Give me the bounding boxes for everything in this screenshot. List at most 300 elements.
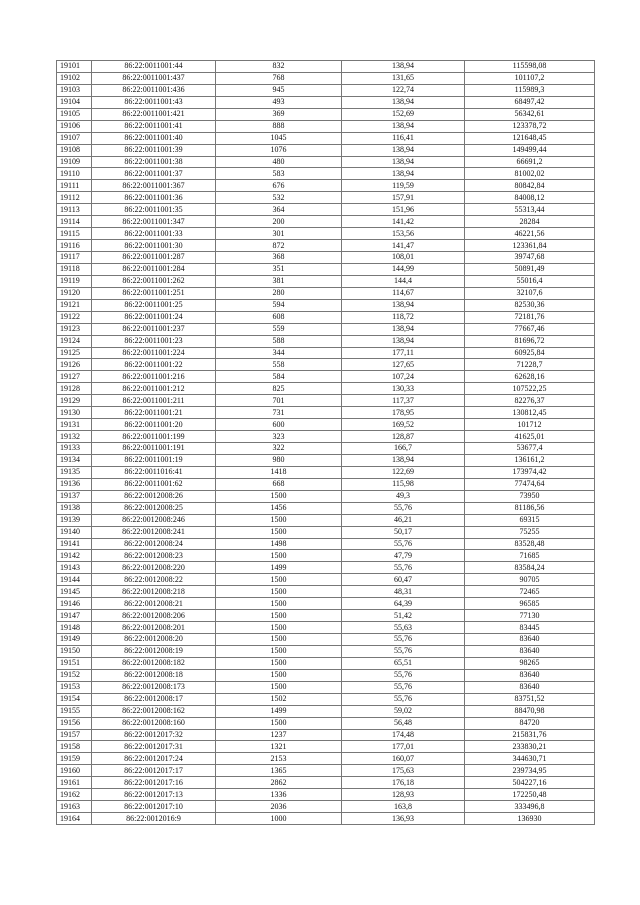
- cadastral-value-cell: 82276,37: [465, 395, 595, 407]
- cadastral-value-cell: 77474,64: [465, 478, 595, 490]
- specific-value-cell: 55,76: [342, 634, 465, 646]
- specific-value-cell: 46,21: [342, 514, 465, 526]
- area-cell: 945: [216, 84, 342, 96]
- area-cell: 1499: [216, 562, 342, 574]
- cadastral-value-cell: 136161,2: [465, 454, 595, 466]
- area-cell: 323: [216, 431, 342, 443]
- cadastral-number-cell: 86:22:0012017:31: [92, 741, 216, 753]
- cadastral-value-table: [56, 60, 595, 825]
- area-cell: 1365: [216, 765, 342, 777]
- area-cell: 594: [216, 299, 342, 311]
- cadastral-number-cell: 86:22:0011001:262: [92, 275, 216, 287]
- cadastral-value-cell: 83751,52: [465, 693, 595, 705]
- area-cell: 832: [216, 61, 342, 73]
- specific-value-cell: 144,4: [342, 275, 465, 287]
- specific-value-cell: 48,31: [342, 586, 465, 598]
- area-cell: 1500: [216, 645, 342, 657]
- cadastral-value-cell: 72465: [465, 586, 595, 598]
- cadastral-value-cell: 77667,46: [465, 323, 595, 335]
- cadastral-number-cell: 86:22:0012017:32: [92, 729, 216, 741]
- table-row: [57, 275, 595, 287]
- cadastral-number-cell: 86:22:0012008:173: [92, 681, 216, 693]
- cadastral-value-cell: 71228,7: [465, 359, 595, 371]
- cadastral-value-cell: 121648,45: [465, 132, 595, 144]
- specific-value-cell: 60,47: [342, 574, 465, 586]
- row-number-cell: 19163: [57, 801, 92, 813]
- table-row: [57, 574, 595, 586]
- area-cell: 301: [216, 228, 342, 240]
- row-number-cell: 19124: [57, 335, 92, 347]
- table-row: [57, 407, 595, 419]
- cadastral-value-cell: 239734,95: [465, 765, 595, 777]
- table-row: [57, 371, 595, 383]
- table-row: [57, 622, 595, 634]
- specific-value-cell: 141,47: [342, 240, 465, 252]
- specific-value-cell: 55,76: [342, 562, 465, 574]
- table-row: [57, 801, 595, 813]
- cadastral-number-cell: 86:22:0011001:437: [92, 72, 216, 84]
- area-cell: 364: [216, 204, 342, 216]
- row-number-cell: 19121: [57, 299, 92, 311]
- table-row: [57, 96, 595, 108]
- row-number-cell: 19134: [57, 454, 92, 466]
- cadastral-number-cell: 86:22:0011001:23: [92, 335, 216, 347]
- cadastral-value-cell: 60925,84: [465, 347, 595, 359]
- cadastral-value-cell: 115598,08: [465, 61, 595, 73]
- specific-value-cell: 55,76: [342, 502, 465, 514]
- cadastral-number-cell: 86:22:0011001:38: [92, 156, 216, 168]
- row-number-cell: 19150: [57, 645, 92, 657]
- cadastral-value-cell: 68497,42: [465, 96, 595, 108]
- area-cell: 888: [216, 120, 342, 132]
- specific-value-cell: 141,42: [342, 216, 465, 228]
- row-number-cell: 19110: [57, 168, 92, 180]
- area-cell: 2036: [216, 801, 342, 813]
- cadastral-value-cell: 96585: [465, 598, 595, 610]
- table-row: [57, 72, 595, 84]
- table-row: [57, 287, 595, 299]
- specific-value-cell: 56,48: [342, 717, 465, 729]
- area-cell: 1500: [216, 657, 342, 669]
- table-row: [57, 586, 595, 598]
- row-number-cell: 19103: [57, 84, 92, 96]
- table-row: [57, 813, 595, 825]
- row-number-cell: 19132: [57, 431, 92, 443]
- cadastral-number-cell: 86:22:0011001:224: [92, 347, 216, 359]
- area-cell: 558: [216, 359, 342, 371]
- row-number-cell: 19108: [57, 144, 92, 156]
- area-cell: 825: [216, 383, 342, 395]
- cadastral-number-cell: 86:22:0011001:40: [92, 132, 216, 144]
- cadastral-value-cell: 83528,48: [465, 538, 595, 550]
- area-cell: 344: [216, 347, 342, 359]
- area-cell: 1502: [216, 693, 342, 705]
- specific-value-cell: 55,76: [342, 645, 465, 657]
- row-number-cell: 19147: [57, 610, 92, 622]
- cadastral-number-cell: 86:22:0012008:246: [92, 514, 216, 526]
- table-row: [57, 323, 595, 335]
- area-cell: 381: [216, 275, 342, 287]
- cadastral-number-cell: 86:22:0012008:24: [92, 538, 216, 550]
- row-number-cell: 19101: [57, 61, 92, 73]
- row-number-cell: 19129: [57, 395, 92, 407]
- table-row: [57, 634, 595, 646]
- specific-value-cell: 175,63: [342, 765, 465, 777]
- row-number-cell: 19106: [57, 120, 92, 132]
- cadastral-number-cell: 86:22:0011001:347: [92, 216, 216, 228]
- cadastral-value-cell: 39747,68: [465, 252, 595, 264]
- row-number-cell: 19151: [57, 657, 92, 669]
- specific-value-cell: 176,18: [342, 777, 465, 789]
- cadastral-number-cell: 86:22:0012017:24: [92, 753, 216, 765]
- row-number-cell: 19131: [57, 419, 92, 431]
- area-cell: 1500: [216, 526, 342, 538]
- area-cell: 280: [216, 287, 342, 299]
- table-row: [57, 395, 595, 407]
- row-number-cell: 19114: [57, 216, 92, 228]
- cadastral-value-cell: 115989,3: [465, 84, 595, 96]
- row-number-cell: 19125: [57, 347, 92, 359]
- specific-value-cell: 114,67: [342, 287, 465, 299]
- specific-value-cell: 138,94: [342, 156, 465, 168]
- specific-value-cell: 138,94: [342, 168, 465, 180]
- table-row: [57, 550, 595, 562]
- cadastral-number-cell: 86:22:0011001:237: [92, 323, 216, 335]
- cadastral-number-cell: 86:22:0012008:220: [92, 562, 216, 574]
- row-number-cell: 19137: [57, 490, 92, 502]
- row-number-cell: 19148: [57, 622, 92, 634]
- cadastral-number-cell: 86:22:0011001:191: [92, 443, 216, 455]
- table-row: [57, 669, 595, 681]
- specific-value-cell: 51,42: [342, 610, 465, 622]
- cadastral-value-cell: 46221,56: [465, 228, 595, 240]
- cadastral-value-cell: 71685: [465, 550, 595, 562]
- specific-value-cell: 64,39: [342, 598, 465, 610]
- row-number-cell: 19141: [57, 538, 92, 550]
- cadastral-number-cell: 86:22:0012017:16: [92, 777, 216, 789]
- specific-value-cell: 138,94: [342, 323, 465, 335]
- cadastral-value-cell: 136930: [465, 813, 595, 825]
- row-number-cell: 19113: [57, 204, 92, 216]
- cadastral-value-cell: 88470,98: [465, 705, 595, 717]
- cadastral-value-cell: 101107,2: [465, 72, 595, 84]
- row-number-cell: 19155: [57, 705, 92, 717]
- row-number-cell: 19158: [57, 741, 92, 753]
- cadastral-value-cell: 130812,45: [465, 407, 595, 419]
- cadastral-number-cell: 86:22:0012017:10: [92, 801, 216, 813]
- specific-value-cell: 138,94: [342, 61, 465, 73]
- area-cell: 1500: [216, 550, 342, 562]
- area-cell: 583: [216, 168, 342, 180]
- area-cell: 584: [216, 371, 342, 383]
- cadastral-number-cell: 86:22:0012017:13: [92, 789, 216, 801]
- specific-value-cell: 174,48: [342, 729, 465, 741]
- cadastral-number-cell: 86:22:0011001:216: [92, 371, 216, 383]
- cadastral-number-cell: 86:22:0011001:30: [92, 240, 216, 252]
- specific-value-cell: 55,76: [342, 669, 465, 681]
- cadastral-value-cell: 215831,76: [465, 729, 595, 741]
- cadastral-number-cell: 86:22:0011001:21: [92, 407, 216, 419]
- area-cell: 1076: [216, 144, 342, 156]
- row-number-cell: 19162: [57, 789, 92, 801]
- table-body: [57, 61, 595, 825]
- table-row: [57, 132, 595, 144]
- specific-value-cell: 131,65: [342, 72, 465, 84]
- table-row: [57, 753, 595, 765]
- cadastral-number-cell: 86:22:0012008:218: [92, 586, 216, 598]
- cadastral-number-cell: 86:22:0011001:44: [92, 61, 216, 73]
- cadastral-value-cell: 81696,72: [465, 335, 595, 347]
- specific-value-cell: 177,11: [342, 347, 465, 359]
- cadastral-number-cell: 86:22:0011001:367: [92, 180, 216, 192]
- cadastral-value-cell: 123361,84: [465, 240, 595, 252]
- cadastral-value-cell: 81186,56: [465, 502, 595, 514]
- row-number-cell: 19112: [57, 192, 92, 204]
- row-number-cell: 19102: [57, 72, 92, 84]
- cadastral-number-cell: 86:22:0012008:201: [92, 622, 216, 634]
- cadastral-value-cell: 173974,42: [465, 466, 595, 478]
- table-row: [57, 204, 595, 216]
- table-row: [57, 335, 595, 347]
- row-number-cell: 19135: [57, 466, 92, 478]
- cadastral-value-cell: 83584,24: [465, 562, 595, 574]
- cadastral-number-cell: 86:22:0012017:17: [92, 765, 216, 777]
- area-cell: 532: [216, 192, 342, 204]
- row-number-cell: 19138: [57, 502, 92, 514]
- table-row: [57, 777, 595, 789]
- row-number-cell: 19127: [57, 371, 92, 383]
- cadastral-number-cell: 86:22:0011001:22: [92, 359, 216, 371]
- area-cell: 1500: [216, 717, 342, 729]
- table-row: [57, 717, 595, 729]
- specific-value-cell: 117,37: [342, 395, 465, 407]
- cadastral-number-cell: 86:22:0011001:436: [92, 84, 216, 96]
- specific-value-cell: 169,52: [342, 419, 465, 431]
- table-row: [57, 240, 595, 252]
- area-cell: 2153: [216, 753, 342, 765]
- cadastral-value-cell: 28284: [465, 216, 595, 228]
- cadastral-number-cell: 86:22:0011001:39: [92, 144, 216, 156]
- cadastral-number-cell: 86:22:0011001:41: [92, 120, 216, 132]
- cadastral-number-cell: 86:22:0011001:19: [92, 454, 216, 466]
- cadastral-number-cell: 86:22:0012008:18: [92, 669, 216, 681]
- table-row: [57, 466, 595, 478]
- table-row: [57, 108, 595, 120]
- row-number-cell: 19104: [57, 96, 92, 108]
- cadastral-number-cell: 86:22:0012008:19: [92, 645, 216, 657]
- area-cell: 559: [216, 323, 342, 335]
- specific-value-cell: 115,98: [342, 478, 465, 490]
- cadastral-number-cell: 86:22:0012008:182: [92, 657, 216, 669]
- table-row: [57, 454, 595, 466]
- specific-value-cell: 55,76: [342, 681, 465, 693]
- cadastral-number-cell: 86:22:0012008:26: [92, 490, 216, 502]
- table-row: [57, 657, 595, 669]
- area-cell: 1500: [216, 598, 342, 610]
- row-number-cell: 19145: [57, 586, 92, 598]
- cadastral-number-cell: 86:22:0011001:212: [92, 383, 216, 395]
- cadastral-number-cell: 86:22:0011001:33: [92, 228, 216, 240]
- specific-value-cell: 128,93: [342, 789, 465, 801]
- row-number-cell: 19118: [57, 263, 92, 275]
- row-number-cell: 19157: [57, 729, 92, 741]
- row-number-cell: 19128: [57, 383, 92, 395]
- table-row: [57, 729, 595, 741]
- row-number-cell: 19149: [57, 634, 92, 646]
- cadastral-value-cell: 73950: [465, 490, 595, 502]
- specific-value-cell: 49,3: [342, 490, 465, 502]
- specific-value-cell: 153,56: [342, 228, 465, 240]
- specific-value-cell: 55,76: [342, 693, 465, 705]
- area-cell: 368: [216, 252, 342, 264]
- row-number-cell: 19139: [57, 514, 92, 526]
- row-number-cell: 19107: [57, 132, 92, 144]
- cadastral-number-cell: 86:22:0012008:25: [92, 502, 216, 514]
- area-cell: 588: [216, 335, 342, 347]
- specific-value-cell: 152,69: [342, 108, 465, 120]
- area-cell: 1500: [216, 622, 342, 634]
- row-number-cell: 19123: [57, 323, 92, 335]
- table-row: [57, 765, 595, 777]
- area-cell: 731: [216, 407, 342, 419]
- table-row: [57, 252, 595, 264]
- specific-value-cell: 47,79: [342, 550, 465, 562]
- cadastral-value-cell: 84008,12: [465, 192, 595, 204]
- row-number-cell: 19152: [57, 669, 92, 681]
- cadastral-number-cell: 86:22:0012008:22: [92, 574, 216, 586]
- table-row: [57, 431, 595, 443]
- table-row: [57, 610, 595, 622]
- area-cell: 1336: [216, 789, 342, 801]
- area-cell: 1500: [216, 514, 342, 526]
- specific-value-cell: 128,87: [342, 431, 465, 443]
- cadastral-number-cell: 86:22:0011001:211: [92, 395, 216, 407]
- table-row: [57, 443, 595, 455]
- table-row: [57, 741, 595, 753]
- cadastral-value-cell: 83445: [465, 622, 595, 634]
- table-row: [57, 359, 595, 371]
- table-row: [57, 120, 595, 132]
- cadastral-number-cell: 86:22:0011001:62: [92, 478, 216, 490]
- specific-value-cell: 108,01: [342, 252, 465, 264]
- cadastral-value-cell: 84720: [465, 717, 595, 729]
- cadastral-value-cell: 55016,4: [465, 275, 595, 287]
- area-cell: 322: [216, 443, 342, 455]
- cadastral-number-cell: 86:22:0012008:206: [92, 610, 216, 622]
- table-row: [57, 216, 595, 228]
- cadastral-value-cell: 149499,44: [465, 144, 595, 156]
- cadastral-value-cell: 233830,21: [465, 741, 595, 753]
- row-number-cell: 19153: [57, 681, 92, 693]
- cadastral-value-cell: 344630,71: [465, 753, 595, 765]
- table-row: [57, 490, 595, 502]
- area-cell: 351: [216, 263, 342, 275]
- area-cell: 1499: [216, 705, 342, 717]
- row-number-cell: 19120: [57, 287, 92, 299]
- area-cell: 200: [216, 216, 342, 228]
- area-cell: 1500: [216, 634, 342, 646]
- cadastral-value-cell: 83640: [465, 669, 595, 681]
- row-number-cell: 19109: [57, 156, 92, 168]
- cadastral-number-cell: 86:22:0011001:43: [92, 96, 216, 108]
- table-row: [57, 228, 595, 240]
- cadastral-value-cell: 504227,16: [465, 777, 595, 789]
- specific-value-cell: 130,33: [342, 383, 465, 395]
- cadastral-value-cell: 80842,84: [465, 180, 595, 192]
- cadastral-number-cell: 86:22:0011001:284: [92, 263, 216, 275]
- cadastral-number-cell: 86:22:0011001:199: [92, 431, 216, 443]
- area-cell: 1456: [216, 502, 342, 514]
- specific-value-cell: 50,17: [342, 526, 465, 538]
- cadastral-value-cell: 90705: [465, 574, 595, 586]
- specific-value-cell: 151,96: [342, 204, 465, 216]
- cadastral-number-cell: 86:22:0012008:23: [92, 550, 216, 562]
- area-cell: 980: [216, 454, 342, 466]
- cadastral-value-cell: 56342,61: [465, 108, 595, 120]
- cadastral-value-cell: 77130: [465, 610, 595, 622]
- table-row: [57, 502, 595, 514]
- cadastral-number-cell: 86:22:0011001:25: [92, 299, 216, 311]
- cadastral-number-cell: 86:22:0011001:37: [92, 168, 216, 180]
- area-cell: 2862: [216, 777, 342, 789]
- cadastral-value-cell: 69315: [465, 514, 595, 526]
- specific-value-cell: 119,59: [342, 180, 465, 192]
- area-cell: 701: [216, 395, 342, 407]
- area-cell: 369: [216, 108, 342, 120]
- table-row: [57, 562, 595, 574]
- cadastral-number-cell: 86:22:0012008:17: [92, 693, 216, 705]
- row-number-cell: 19140: [57, 526, 92, 538]
- area-cell: 1500: [216, 681, 342, 693]
- specific-value-cell: 127,65: [342, 359, 465, 371]
- cadastral-value-cell: 83640: [465, 634, 595, 646]
- area-cell: 1321: [216, 741, 342, 753]
- area-cell: 1000: [216, 813, 342, 825]
- table-row: [57, 526, 595, 538]
- cadastral-value-cell: 55313,44: [465, 204, 595, 216]
- cadastral-value-cell: 66691,2: [465, 156, 595, 168]
- area-cell: 1237: [216, 729, 342, 741]
- area-cell: 1045: [216, 132, 342, 144]
- specific-value-cell: 116,41: [342, 132, 465, 144]
- cadastral-number-cell: 86:22:0011001:251: [92, 287, 216, 299]
- area-cell: 1500: [216, 490, 342, 502]
- row-number-cell: 19119: [57, 275, 92, 287]
- row-number-cell: 19116: [57, 240, 92, 252]
- row-number-cell: 19122: [57, 311, 92, 323]
- cadastral-value-cell: 50891,49: [465, 263, 595, 275]
- cadastral-number-cell: 86:22:0011001:287: [92, 252, 216, 264]
- area-cell: 872: [216, 240, 342, 252]
- cadastral-number-cell: 86:22:0011001:36: [92, 192, 216, 204]
- cadastral-value-cell: 53677,4: [465, 443, 595, 455]
- cadastral-number-cell: 86:22:0012008:160: [92, 717, 216, 729]
- specific-value-cell: 136,93: [342, 813, 465, 825]
- cadastral-value-cell: 123378,72: [465, 120, 595, 132]
- cadastral-number-cell: 86:22:0011001:35: [92, 204, 216, 216]
- cadastral-value-cell: 172250,48: [465, 789, 595, 801]
- table-row: [57, 693, 595, 705]
- row-number-cell: 19144: [57, 574, 92, 586]
- table-row: [57, 144, 595, 156]
- area-cell: 608: [216, 311, 342, 323]
- row-number-cell: 19156: [57, 717, 92, 729]
- cadastral-value-cell: 41625,01: [465, 431, 595, 443]
- cadastral-value-cell: 83640: [465, 681, 595, 693]
- row-number-cell: 19164: [57, 813, 92, 825]
- cadastral-value-cell: 107522,25: [465, 383, 595, 395]
- cadastral-value-cell: 98265: [465, 657, 595, 669]
